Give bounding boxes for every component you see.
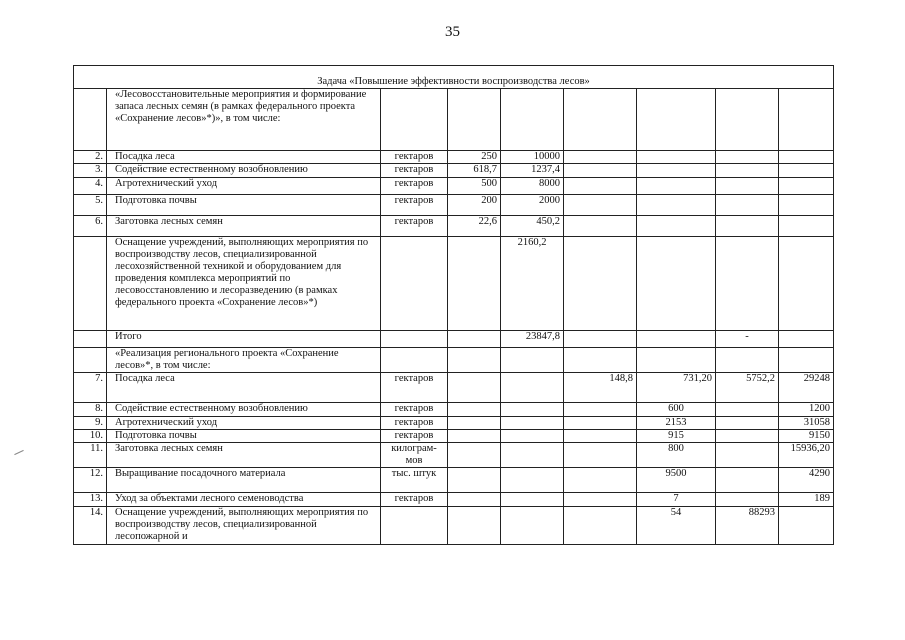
cell-unit: гектаров xyxy=(381,403,448,417)
table-row xyxy=(74,443,834,468)
cell-c5 xyxy=(716,403,779,417)
cell-c3 xyxy=(564,151,637,164)
cell-c3 xyxy=(564,430,637,443)
table-row xyxy=(74,403,834,417)
cell-num: 8. xyxy=(74,403,107,417)
cell-c1 xyxy=(448,417,501,430)
cell-c2: 2000 xyxy=(501,195,564,216)
cell-num: 5. xyxy=(74,195,107,216)
cell-c3 xyxy=(564,348,637,373)
cell-c2 xyxy=(501,89,564,151)
cell-num: 13. xyxy=(74,493,107,507)
cell-name: Посадка леса xyxy=(107,151,381,164)
cell-c5: - xyxy=(716,331,779,348)
cell-c4 xyxy=(637,331,716,348)
cell-c5: 88293 xyxy=(716,507,779,545)
cell-c2 xyxy=(501,443,564,468)
cell-c5 xyxy=(716,430,779,443)
cell-c5 xyxy=(716,417,779,430)
table-row xyxy=(74,89,834,151)
cell-num: 10. xyxy=(74,430,107,443)
cell-c6 xyxy=(779,89,834,151)
cell-num xyxy=(74,348,107,373)
cell-c3 xyxy=(564,468,637,493)
cell-c6: 189 xyxy=(779,493,834,507)
cell-c3: 148,8 xyxy=(564,373,637,403)
cell-name: Выращивание посадочного материала xyxy=(107,468,381,493)
cell-c5 xyxy=(716,237,779,331)
cell-c1 xyxy=(448,507,501,545)
cell-c4: 800 xyxy=(637,443,716,468)
cell-c5 xyxy=(716,493,779,507)
cell-unit xyxy=(381,348,448,373)
cell-c5 xyxy=(716,348,779,373)
cell-name: Содействие естественному возобновлению xyxy=(107,164,381,178)
cell-c1: 200 xyxy=(448,195,501,216)
cell-name: Посадка леса xyxy=(107,373,381,403)
cell-name: Содействие естественному возобновлению xyxy=(107,403,381,417)
cell-name: Оснащение учреждений, выполняющих мероприятия по воспроизводству лесов, специализированной лесопожарной и xyxy=(107,507,381,545)
cell-c4 xyxy=(637,216,716,237)
cell-c2 xyxy=(501,507,564,545)
cell-c3 xyxy=(564,195,637,216)
cell-c5 xyxy=(716,195,779,216)
cell-c4: 600 xyxy=(637,403,716,417)
cell-c2 xyxy=(501,493,564,507)
cell-c5 xyxy=(716,178,779,195)
cell-unit xyxy=(381,331,448,348)
cell-unit xyxy=(381,237,448,331)
cell-num xyxy=(74,89,107,151)
cell-c2 xyxy=(501,373,564,403)
cell-c4: 7 xyxy=(637,493,716,507)
cell-c3 xyxy=(564,331,637,348)
cell-num: 12. xyxy=(74,468,107,493)
cell-unit: гектаров xyxy=(381,493,448,507)
cell-unit: гектаров xyxy=(381,164,448,178)
cell-unit xyxy=(381,89,448,151)
scan-mark xyxy=(14,450,23,455)
cell-c6 xyxy=(779,348,834,373)
task-title-row xyxy=(74,66,834,89)
cell-c4 xyxy=(637,348,716,373)
cell-c2 xyxy=(501,348,564,373)
cell-unit: гектаров xyxy=(381,373,448,403)
cell-num xyxy=(74,331,107,348)
cell-c5: 5752,2 xyxy=(716,373,779,403)
cell-c6 xyxy=(779,164,834,178)
cell-c4: 54 xyxy=(637,507,716,545)
cell-num: 9. xyxy=(74,417,107,430)
cell-unit: гектаров xyxy=(381,151,448,164)
cell-c2: 2160,2 xyxy=(501,237,564,331)
cell-c6: 9150 xyxy=(779,430,834,443)
cell-c1 xyxy=(448,430,501,443)
cell-c5 xyxy=(716,164,779,178)
table-row xyxy=(74,348,834,373)
table-row xyxy=(74,417,834,430)
table-row xyxy=(74,178,834,195)
cell-c4: 9500 xyxy=(637,468,716,493)
cell-c6 xyxy=(779,507,834,545)
cell-c2: 1237,4 xyxy=(501,164,564,178)
cell-unit: гектаров xyxy=(381,195,448,216)
cell-c3 xyxy=(564,443,637,468)
cell-c2: 10000 xyxy=(501,151,564,164)
cell-c3 xyxy=(564,417,637,430)
cell-c1 xyxy=(448,493,501,507)
cell-c6: 29248 xyxy=(779,373,834,403)
cell-num: 3. xyxy=(74,164,107,178)
cell-c1: 250 xyxy=(448,151,501,164)
cell-c2: 23847,8 xyxy=(501,331,564,348)
cell-c2 xyxy=(501,430,564,443)
table-row xyxy=(74,237,834,331)
cell-c3 xyxy=(564,178,637,195)
cell-c6: 31058 xyxy=(779,417,834,430)
cell-name: Агротехнический уход xyxy=(107,417,381,430)
cell-c6 xyxy=(779,151,834,164)
cell-c5 xyxy=(716,443,779,468)
cell-c4 xyxy=(637,164,716,178)
cell-c4 xyxy=(637,195,716,216)
cell-name: «Лесовосстановительные мероприятия и формирование запаса лесных семян (в рамках федерального проекта «Сохранение лесов»*)», в том числе: xyxy=(107,89,381,151)
cell-num xyxy=(74,237,107,331)
cell-name: Оснащение учреждений, выполняющих мероприятия по воспроизводству лесов, специализированной лесохозяйственной техникой и оборудованием для проведения комплекса мероприятий по лесовосстановлению и лесоразведению (в рамках федерального проекта «Сохранение лесов»*) xyxy=(107,237,381,331)
cell-c6: 15936,20 xyxy=(779,443,834,468)
cell-num: 7. xyxy=(74,373,107,403)
cell-c6: 1200 xyxy=(779,403,834,417)
cell-c6: 4290 xyxy=(779,468,834,493)
cell-unit: гектаров xyxy=(381,178,448,195)
cell-unit: килограм-мов xyxy=(381,443,448,468)
cell-c5 xyxy=(716,89,779,151)
cell-c3 xyxy=(564,507,637,545)
cell-c5 xyxy=(716,468,779,493)
cell-c4 xyxy=(637,178,716,195)
cell-c5 xyxy=(716,151,779,164)
cell-name: «Реализация регионального проекта «Сохранение лесов»*, в том числе: xyxy=(107,348,381,373)
table-row xyxy=(74,373,834,403)
cell-name: Подготовка почвы xyxy=(107,195,381,216)
table-row xyxy=(74,151,834,164)
cell-c4: 731,20 xyxy=(637,373,716,403)
cell-c3 xyxy=(564,403,637,417)
cell-unit: тыс. штук xyxy=(381,468,448,493)
table-row xyxy=(74,507,834,545)
cell-num: 2. xyxy=(74,151,107,164)
cell-c1 xyxy=(448,331,501,348)
cell-c6 xyxy=(779,216,834,237)
page-number: 35 xyxy=(445,24,460,40)
cell-c6 xyxy=(779,195,834,216)
table-row xyxy=(74,164,834,178)
cell-c2: 450,2 xyxy=(501,216,564,237)
cell-name: Подготовка почвы xyxy=(107,430,381,443)
cell-c4 xyxy=(637,89,716,151)
program-table xyxy=(73,65,834,545)
cell-c2: 8000 xyxy=(501,178,564,195)
cell-unit: гектаров xyxy=(381,216,448,237)
cell-c6 xyxy=(779,178,834,195)
cell-name: Итого xyxy=(107,331,381,348)
cell-c6 xyxy=(779,331,834,348)
cell-c1: 500 xyxy=(448,178,501,195)
cell-name: Заготовка лесных семян xyxy=(107,216,381,237)
cell-c3 xyxy=(564,89,637,151)
cell-name: Заготовка лесных семян xyxy=(107,443,381,468)
table-row xyxy=(74,331,834,348)
cell-name: Агротехнический уход xyxy=(107,178,381,195)
cell-c3 xyxy=(564,164,637,178)
cell-c4 xyxy=(637,237,716,331)
cell-name: Уход за объектами лесного семеноводства xyxy=(107,493,381,507)
cell-c2 xyxy=(501,417,564,430)
cell-num: 4. xyxy=(74,178,107,195)
cell-c4: 2153 xyxy=(637,417,716,430)
cell-c1 xyxy=(448,237,501,331)
task-title: Задача «Повышение эффективности воспроизводства лесов» xyxy=(74,66,834,89)
cell-c1 xyxy=(448,348,501,373)
cell-c2 xyxy=(501,403,564,417)
cell-c2 xyxy=(501,468,564,493)
cell-c5 xyxy=(716,216,779,237)
cell-c4 xyxy=(637,151,716,164)
cell-c1: 22,6 xyxy=(448,216,501,237)
cell-c1 xyxy=(448,443,501,468)
cell-c4: 915 xyxy=(637,430,716,443)
cell-c3 xyxy=(564,216,637,237)
cell-unit: гектаров xyxy=(381,430,448,443)
table-row xyxy=(74,195,834,216)
cell-c1 xyxy=(448,403,501,417)
cell-c1 xyxy=(448,373,501,403)
table-row xyxy=(74,493,834,507)
cell-c1 xyxy=(448,468,501,493)
cell-c3 xyxy=(564,237,637,331)
cell-num: 14. xyxy=(74,507,107,545)
cell-unit: гектаров xyxy=(381,417,448,430)
cell-num: 6. xyxy=(74,216,107,237)
cell-num: 11. xyxy=(74,443,107,468)
cell-c6 xyxy=(779,237,834,331)
cell-c3 xyxy=(564,493,637,507)
cell-c1: 618,7 xyxy=(448,164,501,178)
cell-c1 xyxy=(448,89,501,151)
table-row xyxy=(74,216,834,237)
table-row xyxy=(74,468,834,493)
cell-unit xyxy=(381,507,448,545)
table-row xyxy=(74,430,834,443)
